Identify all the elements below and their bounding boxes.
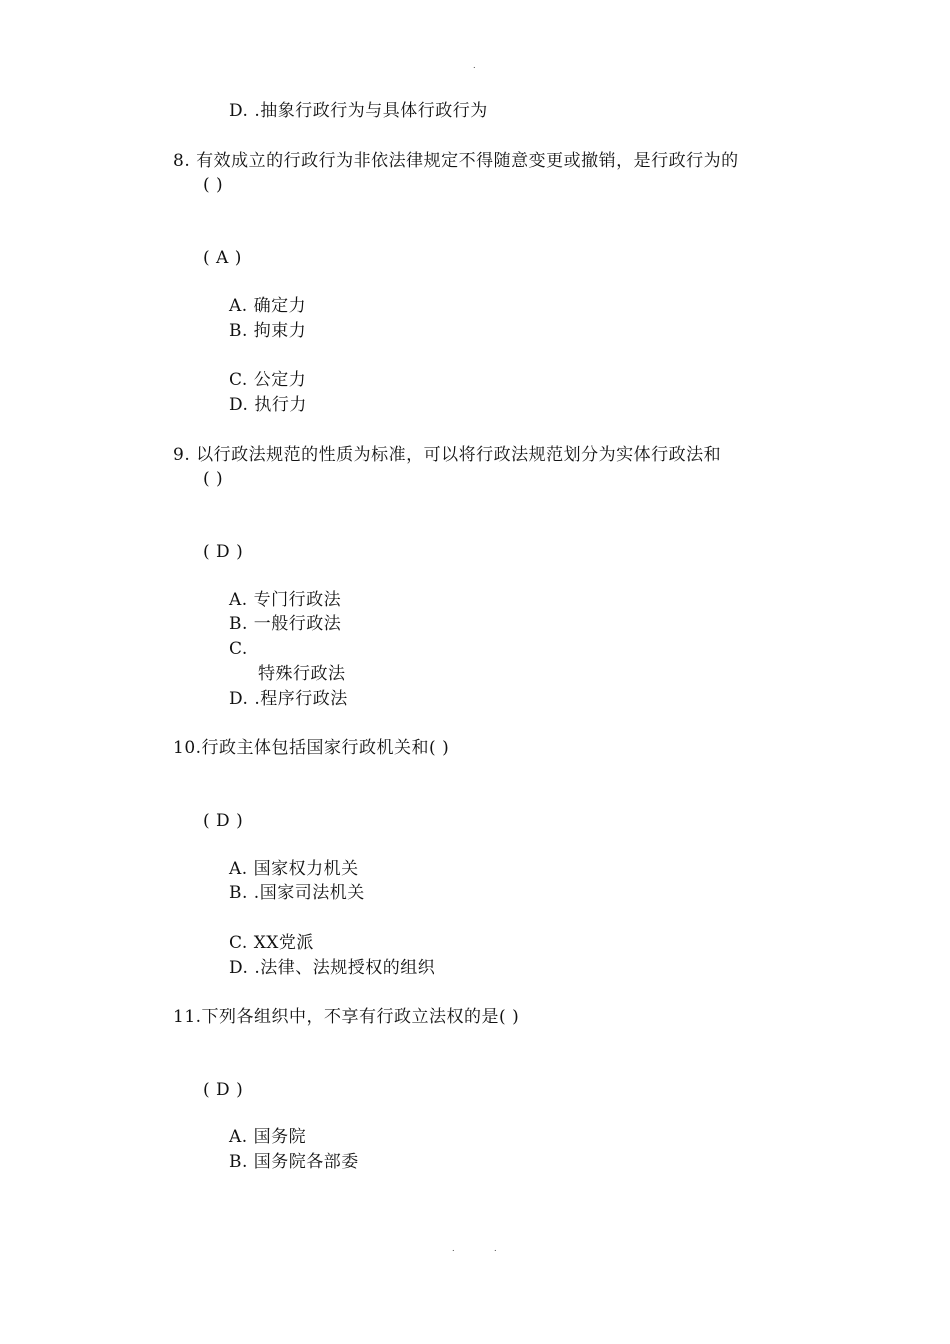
q9-option-c-text: 特殊行政法 [258, 664, 346, 684]
q9-blank: ( ) [203, 469, 224, 489]
q8-option-c: C. 公定力 [229, 370, 307, 390]
q8-stem: 8. 有效成立的行政行为非依法律规定不得随意变更或撤销，是行政行为的 [173, 151, 739, 171]
q10-option-c: C. XX党派 [229, 933, 314, 953]
q9-option-b: B. 一般行政法 [229, 614, 342, 634]
q9-stem: 9. 以行政法规范的性质为标准，可以将行政法规范划分为实体行政法和 [173, 445, 722, 465]
q8-answer: ( A ) [203, 248, 242, 268]
prev-option-d: D. .抽象行政行为与具体行政行为 [229, 101, 488, 121]
q9-option-d: D. .程序行政法 [229, 689, 348, 709]
q10-option-a: A. 国家权力机关 [229, 859, 359, 879]
q9-option-a: A. 专门行政法 [229, 590, 342, 610]
q8-option-a: A. 确定力 [229, 296, 307, 316]
q10-answer: ( D ) [203, 811, 244, 831]
q11-answer: ( D ) [203, 1080, 244, 1100]
q10-option-d: D. .法律、法规授权的组织 [229, 958, 436, 978]
q9-option-c-label: C. [229, 639, 248, 659]
q8-blank: ( ) [203, 175, 224, 195]
q8-option-d: D. 执行力 [229, 395, 307, 415]
q11-stem: 11.下列各组织中，不享有行政立法权的是( ) [173, 1007, 520, 1027]
q10-option-b: B. .国家司法机关 [229, 883, 365, 903]
header-mark: . [473, 61, 476, 70]
q11-option-b: B. 国务院各部委 [229, 1152, 359, 1172]
q10-stem: 10.行政主体包括国家行政机关和( ) [173, 738, 450, 758]
footer-mark-2: . [494, 1244, 497, 1253]
q8-option-b: B. 拘束力 [229, 321, 307, 341]
q11-option-a: A. 国务院 [229, 1127, 307, 1147]
footer-mark-1: . [452, 1244, 455, 1253]
q9-answer: ( D ) [203, 542, 244, 562]
